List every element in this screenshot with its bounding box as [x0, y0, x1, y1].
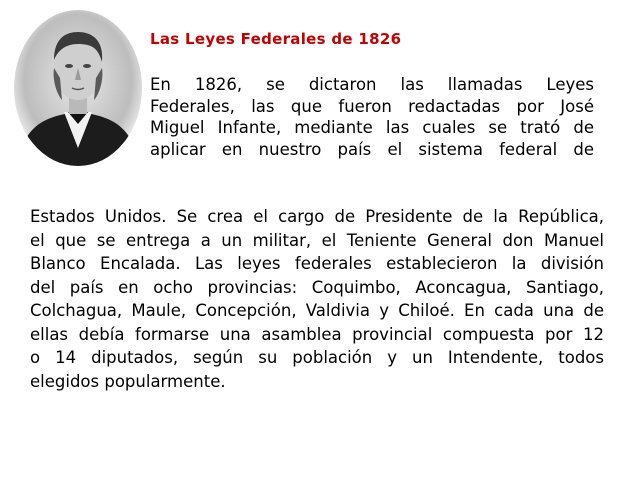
body-paragraph [30, 205, 604, 393]
intro-line: Federales, las que fueron redactadas por José [150, 96, 594, 116]
body-line: elegidos popularmente. [30, 371, 226, 391]
body-line: Estados Unidos. Se crea el cargo de Presidente de la República, [30, 207, 604, 226]
intro-line: aplicar en nuestro país el sistema federal de [150, 139, 594, 159]
intro-line: Miguel Infante, mediante las cuales se trató de [150, 118, 594, 137]
body-line: Blanco Encalada. Las leyes federales establecieron la división [30, 254, 604, 273]
body-line: del país en ocho provincias: Coquimbo, Aconcagua, Santiago, [30, 277, 604, 297]
body-line: el que se entrega a un militar, el Teniente General don Manuel [30, 230, 604, 250]
portrait-image [12, 8, 144, 168]
intro-line: En 1826, se dictaron las llamadas Leyes [150, 75, 594, 94]
body-line: Colchagua, Maule, Concepción, Valdivia y Chiloé. En cada una de [30, 301, 604, 320]
body-line: ellas debía formarse una asamblea provincial compuesta por 12 [30, 324, 604, 344]
intro-paragraph [150, 74, 594, 160]
body-line: o 14 diputados, según su población y un Intendente, todos [30, 348, 604, 367]
page-title: Las Leyes Federales de 1826 [150, 30, 402, 48]
